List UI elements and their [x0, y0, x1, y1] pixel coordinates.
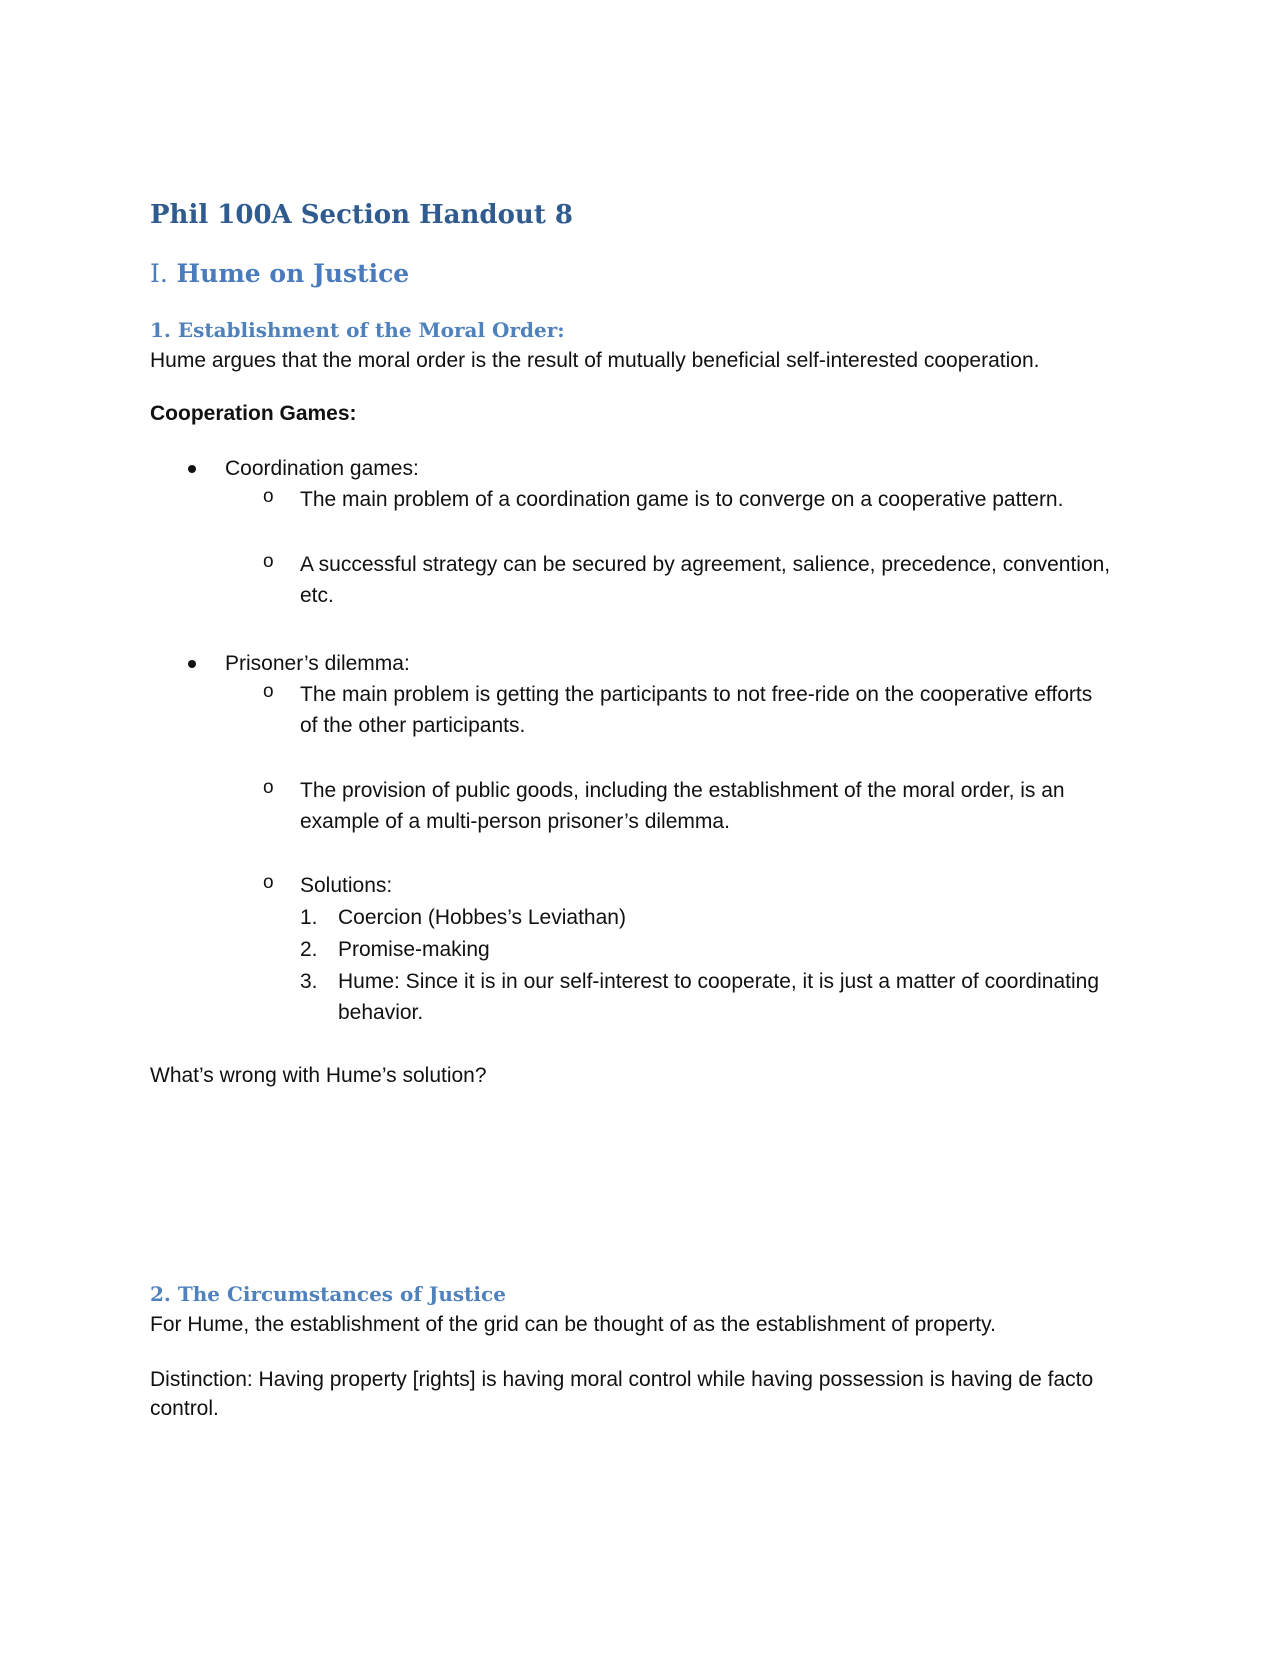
solution-item: Coercion (Hobbes’s Leviathan): [338, 906, 626, 929]
moral-order-text: Hume argues that the moral order is the result of mutually beneficial self-interested cooperation.: [150, 349, 1040, 372]
circumstances-text: For Hume, the establishment of the grid can be thought of as the establishment of property.: [150, 1313, 996, 1336]
bullet-icon: [188, 465, 196, 473]
solution-item-cont: behavior.: [338, 1001, 424, 1024]
section-title: Hume on Justice: [176, 259, 410, 288]
subheading-circumstances-of-justice: 2. The Circumstances of Justice: [150, 1282, 506, 1306]
prisoners-subitem-1-cont: of the other participants.: [300, 714, 526, 737]
prisoners-subitem-2-cont: example of a multi-person prisoner’s dilemma.: [300, 810, 730, 833]
distinction-text: Distinction: Having property [rights] is having moral control while having possession is having de facto: [150, 1368, 1094, 1391]
solution-item: Hume: Since it is in our self-interest to cooperate, it is just a matter of coordinating: [338, 970, 1100, 993]
bullet-coordination-games: Coordination games:: [225, 457, 419, 480]
solution-number: 2.: [300, 938, 318, 961]
coordination-subitem-2-cont: etc.: [300, 584, 334, 607]
prisoners-subitem-2: The provision of public goods, including the establishment of the moral order, is an: [300, 779, 1065, 802]
solutions-label: Solutions:: [300, 874, 393, 897]
subheading-moral-order: 1. Establishment of the Moral Order:: [150, 318, 565, 342]
section-heading-hume-on-justice: [150, 259, 409, 288]
circle-bullet-icon: o: [263, 551, 274, 572]
document-title: Phil 100A Section Handout 8: [150, 200, 573, 230]
question-text: What’s wrong with Hume’s solution?: [150, 1064, 487, 1087]
circle-bullet-icon: o: [263, 681, 274, 702]
section-number: I.: [150, 259, 168, 288]
coordination-subitem-1: The main problem of a coordination game is to converge on a cooperative pattern.: [300, 488, 1064, 511]
solution-number: 1.: [300, 906, 318, 929]
solution-number: 3.: [300, 970, 318, 993]
cooperation-games-label: Cooperation Games:: [150, 402, 357, 425]
prisoners-subitem-1: The main problem is getting the participants to not free-ride on the cooperative efforts: [300, 683, 1093, 706]
bullet-icon: [188, 660, 196, 668]
solution-item: Promise-making: [338, 938, 490, 961]
distinction-text-cont: control.: [150, 1397, 219, 1420]
bullet-prisoners-dilemma: Prisoner’s dilemma:: [225, 652, 410, 675]
circle-bullet-icon: o: [263, 872, 274, 893]
circle-bullet-icon: o: [263, 486, 274, 507]
coordination-subitem-2: A successful strategy can be secured by agreement, salience, precedence, convention,: [300, 553, 1111, 576]
circle-bullet-icon: o: [263, 777, 274, 798]
